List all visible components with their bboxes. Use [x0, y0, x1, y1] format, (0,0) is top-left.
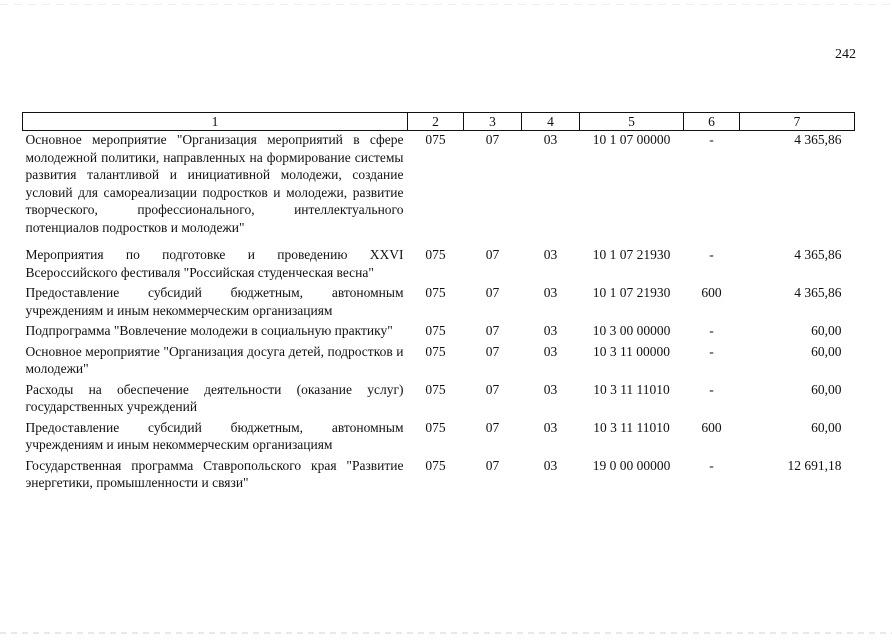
row-amount: 60,00 — [811, 343, 842, 359]
row-code-target: 10 1 07 21930 — [592, 247, 671, 262]
scan-edge-top — [0, 4, 892, 5]
row-code-ministry: 075 — [425, 343, 446, 359]
row-name: Подпрограмма "Вовлечение молодежи в социальную практику" — [25, 323, 393, 338]
row-code-section: 07 — [485, 285, 500, 300]
row-code-ministry: 075 — [425, 132, 446, 147]
row-code-target: 10 1 07 00000 — [592, 132, 671, 147]
row-name: Расходы на обеспечение деятельности (оказание услуг) государственных учреждений — [25, 381, 404, 414]
row-amount: 4 365,86 — [794, 132, 842, 147]
row-code-ministry: 075 — [425, 457, 446, 473]
row-code-section: 07 — [485, 247, 500, 262]
header-col-6: 6 — [684, 113, 740, 131]
row-code-ministry: 075 — [425, 247, 446, 262]
table-row — [23, 322, 855, 343]
row-code-target: 10 3 11 11010 — [593, 419, 670, 435]
row-code-target: 10 3 00 00000 — [592, 323, 671, 338]
row-name: Основное мероприятие "Организация мероприятий в сфере молодежной политики, направленных на формирование системы развития талантливой и инициативной молодежи, создание условий для самореализации подростков и молодежи, развитие творческого, профессионального, интеллектуального потенциалов подростков и молодежи" — [25, 132, 404, 235]
row-code-expense-type: 600 — [701, 419, 722, 435]
header-col-3: 3 — [464, 113, 522, 131]
row-amount: 4 365,86 — [794, 247, 842, 262]
header-col-5: 5 — [580, 113, 684, 131]
row-name: Государственная программа Ставропольского края "Развитие энергетики, промышленности и связи" — [25, 457, 404, 490]
row-amount: 60,00 — [811, 323, 842, 338]
row-code-expense-type: 600 — [701, 285, 722, 300]
table-row — [23, 419, 855, 457]
header-col-4: 4 — [522, 113, 580, 131]
row-code-subsection: 03 — [543, 343, 558, 359]
row-code-expense-type: - — [709, 247, 714, 262]
row-code-section: 07 — [485, 343, 500, 359]
scan-edge-bottom — [0, 632, 892, 634]
row-code-subsection: 03 — [543, 132, 558, 147]
table-row — [23, 131, 855, 247]
row-code-subsection: 03 — [543, 285, 558, 300]
row-code-section: 07 — [485, 132, 500, 147]
row-code-target: 10 3 11 00000 — [592, 343, 671, 359]
table-row — [23, 343, 855, 381]
row-code-subsection: 03 — [543, 323, 558, 338]
row-code-section: 07 — [485, 419, 500, 435]
row-code-ministry: 075 — [425, 323, 446, 338]
row-code-expense-type: - — [709, 323, 714, 338]
table-header-row — [23, 113, 855, 131]
row-amount: 60,00 — [811, 419, 842, 435]
row-amount: 60,00 — [811, 381, 842, 397]
row-code-target: 19 0 00 00000 — [592, 457, 671, 473]
row-code-expense-type: - — [709, 132, 714, 147]
page-number: 242 — [835, 47, 856, 62]
header-col-7: 7 — [740, 113, 855, 131]
row-code-section: 07 — [485, 457, 500, 473]
row-code-subsection: 03 — [543, 247, 558, 262]
row-name: Предоставление субсидий бюджетным, автономным учреждениям и иным некоммерческим организациям — [25, 419, 404, 452]
row-code-expense-type: - — [709, 457, 714, 473]
row-name: Предоставление субсидий бюджетным, автономным учреждениям и иным некоммерческим организациям — [25, 285, 404, 318]
row-code-subsection: 03 — [543, 381, 558, 397]
row-code-target: 10 1 07 21930 — [592, 285, 671, 300]
table-row — [23, 457, 855, 495]
row-code-ministry: 075 — [425, 285, 446, 300]
table-row — [23, 284, 855, 322]
row-code-expense-type: - — [709, 343, 714, 359]
row-name: Мероприятия по подготовке и проведению XXVI Всероссийского фестиваля "Российская студенческая весна" — [25, 247, 404, 280]
row-code-target: 10 3 11 11010 — [593, 381, 670, 397]
table-row — [23, 381, 855, 419]
row-code-ministry: 075 — [425, 419, 446, 435]
row-name: Основное мероприятие "Организация досуга детей, подростков и молодежи" — [25, 343, 404, 376]
table-row — [23, 246, 855, 284]
row-code-ministry: 075 — [425, 381, 446, 397]
budget-table — [22, 112, 855, 495]
row-code-expense-type: - — [709, 381, 714, 397]
row-code-section: 07 — [485, 381, 500, 397]
row-code-subsection: 03 — [543, 457, 558, 473]
header-col-1: 1 — [23, 113, 408, 131]
row-amount: 4 365,86 — [794, 285, 842, 300]
row-code-subsection: 03 — [543, 419, 558, 435]
row-amount: 12 691,18 — [787, 457, 842, 473]
header-col-2: 2 — [408, 113, 464, 131]
row-code-section: 07 — [485, 323, 500, 338]
